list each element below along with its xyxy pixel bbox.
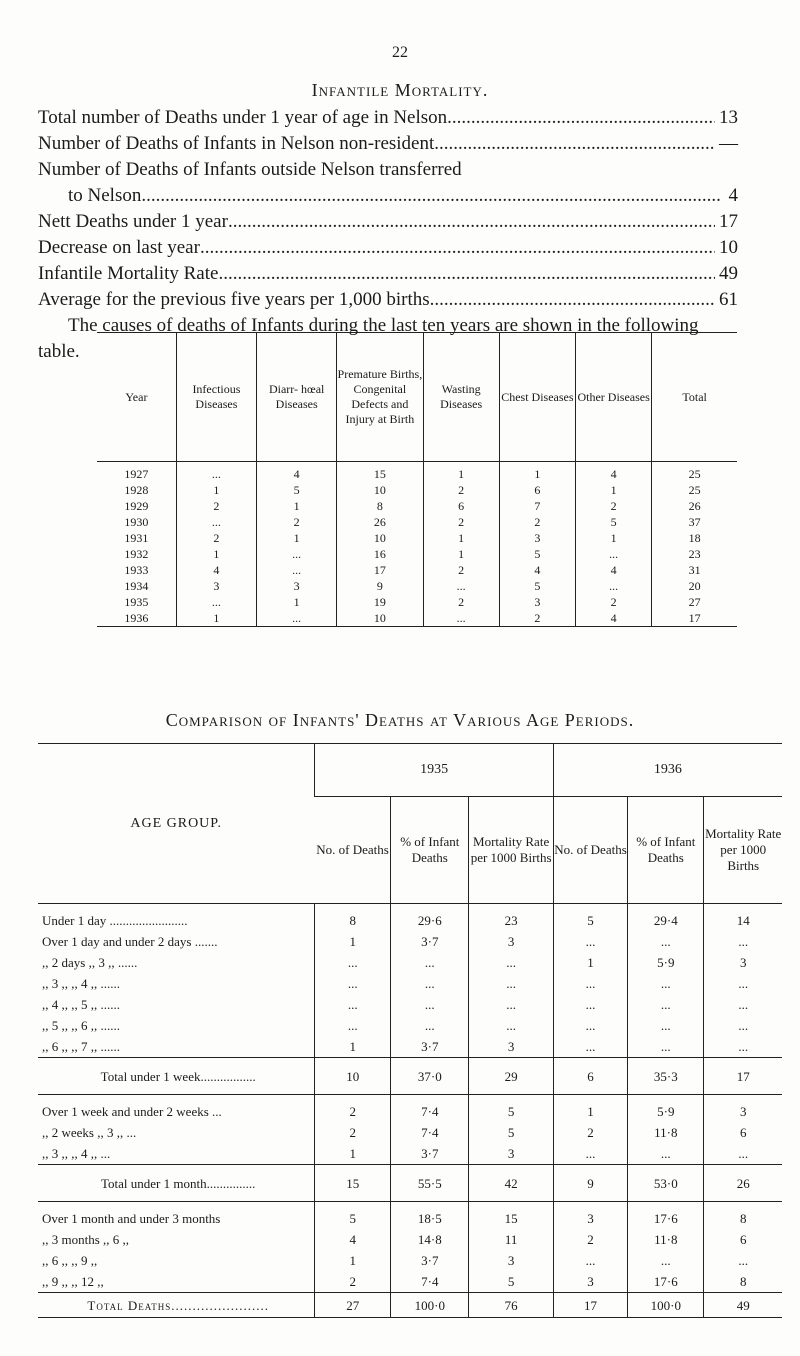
table-cell: ... (628, 931, 704, 952)
table-cell: 9 (337, 578, 423, 594)
table-cell: 5 (469, 1095, 553, 1123)
table-cell: 7·4 (391, 1271, 469, 1293)
table-row (38, 1250, 782, 1271)
stat-value: — (719, 133, 738, 154)
table-cell: 2 (553, 1122, 627, 1143)
age-group-label: ,, 3 ,, ,, 4 ,, ... (42, 1146, 111, 1161)
total-row (38, 1058, 782, 1095)
table-cell: ... (704, 1250, 782, 1271)
table-cell: 1930 (124, 515, 149, 529)
table-cell: 1 (553, 1095, 627, 1123)
table-cell: 15 (315, 1165, 391, 1202)
table-row (97, 594, 737, 610)
table-cell: 2 (499, 610, 575, 627)
table-cell: 31 (652, 562, 737, 578)
col-header: % of Infant Deaths (391, 797, 469, 904)
table-cell: 100·0 (391, 1293, 469, 1318)
table-cell: ... (315, 1015, 391, 1036)
age-group-label: ,, 2 weeks ,, 3 ,, ... (42, 1125, 137, 1140)
table-cell: ... (576, 546, 652, 562)
stat-label: Decrease on last year (38, 237, 200, 258)
stat-value: 13 (719, 107, 738, 128)
age-group-label: Total under 1 month............... (38, 1165, 315, 1202)
table-cell: ... (469, 952, 553, 973)
table-cell: 1 (257, 498, 337, 514)
table-cell: 7 (499, 498, 575, 514)
table-cell: ... (553, 931, 627, 952)
table-cell: 1929 (124, 499, 149, 513)
stat-row (38, 287, 738, 313)
col-header: Wasting Diseases (423, 333, 499, 462)
table-cell: 3 (499, 530, 575, 546)
table-row (97, 482, 737, 498)
table-cell: 7·4 (391, 1122, 469, 1143)
table-cell: 2 (423, 482, 499, 498)
table-cell: 18·5 (391, 1202, 469, 1230)
stat-row (38, 209, 738, 235)
table-cell: 37·0 (391, 1058, 469, 1095)
table-cell: 37 (652, 514, 737, 530)
table-cell: 2 (315, 1271, 391, 1293)
table-cell: 2 (423, 594, 499, 610)
table-cell: 1 (315, 1036, 391, 1058)
table-cell: ... (257, 562, 337, 578)
table-row (38, 931, 782, 952)
table-cell: 5 (499, 578, 575, 594)
table-cell: 3 (553, 1271, 627, 1293)
table-cell: 16 (337, 546, 423, 562)
age-group-label: Over 1 week and under 2 weeks ... (42, 1104, 222, 1119)
table-cell: 55·5 (391, 1165, 469, 1202)
table-cell: 3·7 (391, 1143, 469, 1165)
table-cell: ... (553, 1143, 627, 1165)
table-cell: 49 (704, 1293, 782, 1318)
table-cell: 3 (499, 594, 575, 610)
table-cell: 2 (499, 514, 575, 530)
table-cell: 3 (704, 952, 782, 973)
table-cell: ... (553, 1015, 627, 1036)
table-cell: 76 (469, 1293, 553, 1318)
stat-value: 17 (719, 211, 738, 232)
table-row (38, 1095, 782, 1123)
col-header: % of Infant Deaths (628, 797, 704, 904)
table-row (97, 578, 737, 594)
age-group-label: ,, 6 ,, ,, 7 ,, ...... (42, 1039, 120, 1054)
stat-label: Total number of Deaths under 1 year of age in Nelson (38, 107, 448, 128)
table-cell: ... (704, 1143, 782, 1165)
total-row (38, 1165, 782, 1202)
table-cell: 10 (337, 482, 423, 498)
table-cell: 53·0 (628, 1165, 704, 1202)
table-cell: 1 (576, 530, 652, 546)
stat-row (38, 183, 738, 209)
table-cell: 1 (176, 546, 256, 562)
table-cell: 2 (176, 498, 256, 514)
table-cell: 5 (315, 1202, 391, 1230)
table-cell: 1 (176, 610, 256, 627)
table-cell: 1927 (124, 467, 149, 481)
age-group-header: AGE GROUP. (38, 744, 315, 904)
table-cell: 7·4 (391, 1095, 469, 1123)
mortality-stats (38, 105, 738, 365)
table-cell: 1 (257, 530, 337, 546)
table-cell: 27 (315, 1293, 391, 1318)
table-cell: 2 (553, 1229, 627, 1250)
table-cell: 3 (553, 1202, 627, 1230)
table-row (38, 1015, 782, 1036)
table-cell: ... (628, 1250, 704, 1271)
table-cell: 1 (499, 462, 575, 483)
age-group-label: ,, 2 days ,, 3 ,, ...... (42, 955, 138, 970)
table-cell: 10 (315, 1058, 391, 1095)
year-header: 1936 (553, 744, 782, 797)
table-cell: 3 (704, 1095, 782, 1123)
table-cell: ... (391, 973, 469, 994)
table-cell: ... (423, 610, 499, 627)
table-cell: ... (704, 994, 782, 1015)
table-cell: 2 (576, 498, 652, 514)
table-cell: 100·0 (628, 1293, 704, 1318)
age-group-label: ,, 5 ,, ,, 6 ,, ...... (42, 1018, 120, 1033)
table-row (97, 514, 737, 530)
table-cell: 5 (469, 1122, 553, 1143)
table-cell: 2 (423, 562, 499, 578)
table-cell: 1 (315, 1143, 391, 1165)
table-cell: 35·3 (628, 1058, 704, 1095)
table-cell: 4 (576, 562, 652, 578)
age-group-label: Total Deaths....................... (38, 1293, 315, 1318)
table-cell: 3·7 (391, 1036, 469, 1058)
col-header: Diarr- hœal Diseases (257, 333, 337, 462)
table-cell: 3 (469, 1143, 553, 1165)
table-cell: ... (704, 1015, 782, 1036)
table-cell: 18 (652, 530, 737, 546)
table-row (38, 973, 782, 994)
age-group-label: ,, 9 ,, ,, 12 ,, (42, 1274, 104, 1289)
table-row (97, 462, 737, 483)
table-cell: 5·9 (628, 952, 704, 973)
table-row (38, 994, 782, 1015)
col-header: Total (652, 333, 737, 462)
table-row (97, 562, 737, 578)
table-cell: 1932 (124, 547, 149, 561)
stat-row (38, 105, 738, 131)
table-cell: ... (176, 514, 256, 530)
table-cell: ... (257, 610, 337, 627)
table-cell: 14 (704, 904, 782, 932)
table-cell: 5 (553, 904, 627, 932)
table-cell: 1933 (124, 563, 149, 577)
table-cell: 27 (652, 594, 737, 610)
table-cell: ... (628, 1143, 704, 1165)
table-cell: ... (704, 1036, 782, 1058)
table-cell: ... (553, 973, 627, 994)
stat-label: Number of Deaths of Infants outside Nelson transferred (38, 159, 462, 180)
table-cell: 9 (553, 1165, 627, 1202)
col-header: Year (97, 333, 176, 462)
total-row (38, 1293, 782, 1318)
table-cell: ... (315, 994, 391, 1015)
table-cell: ... (553, 1250, 627, 1271)
table-cell: 17 (553, 1293, 627, 1318)
table-cell: 25 (652, 462, 737, 483)
age-group-label: ,, 3 months ,, 6 ,, (42, 1232, 130, 1247)
table-cell: 5 (499, 546, 575, 562)
table-cell: 4 (257, 462, 337, 483)
table-cell: 1 (315, 931, 391, 952)
stat-value: 49 (719, 263, 738, 284)
table-cell: ... (628, 1015, 704, 1036)
table-cell: 1936 (97, 610, 176, 627)
table-cell: 6 (553, 1058, 627, 1095)
stat-value: 4 (728, 185, 738, 206)
col-header: Chest Diseases (499, 333, 575, 462)
table-cell: ... (469, 973, 553, 994)
table-cell: ... (391, 994, 469, 1015)
stat-row (38, 131, 738, 157)
table-cell: ... (315, 952, 391, 973)
table-cell: 1934 (124, 579, 149, 593)
table-cell: 3·7 (391, 1250, 469, 1271)
col-header: Other Diseases (576, 333, 652, 462)
table-cell: 17 (704, 1058, 782, 1095)
stat-row (38, 157, 738, 183)
table-cell: 17 (652, 610, 737, 627)
table-cell: 1928 (124, 483, 149, 497)
col-header: Mortality Rate per 1000 Births (704, 797, 782, 904)
table-cell: 6 (704, 1229, 782, 1250)
table-cell: 11 (469, 1229, 553, 1250)
table-cell: 10 (337, 530, 423, 546)
col-header: Infectious Diseases (176, 333, 256, 462)
table-cell: ... (423, 578, 499, 594)
table-cell: 2 (576, 594, 652, 610)
table-cell: 4 (576, 610, 652, 627)
table-row (38, 1143, 782, 1165)
table-cell: 15 (469, 1202, 553, 1230)
col-header: Mortality Rate per 1000 Births (469, 797, 553, 904)
col-header: No. of Deaths (553, 797, 627, 904)
table-cell: 26 (337, 514, 423, 530)
table-cell: 1 (315, 1250, 391, 1271)
table-cell: 6 (704, 1122, 782, 1143)
section-heading: Infantile Mortality. (311, 80, 489, 100)
table-cell: 26 (652, 498, 737, 514)
table-cell: ... (469, 994, 553, 1015)
table-cell: ... (391, 1015, 469, 1036)
table-cell: ... (257, 546, 337, 562)
table-cell: ... (176, 594, 256, 610)
table-cell: 23 (469, 904, 553, 932)
stat-label: Average for the previous five years per 1,000 births (38, 289, 430, 310)
table-cell: 8 (704, 1271, 782, 1293)
table-cell: 5 (576, 514, 652, 530)
table-cell: 19 (337, 594, 423, 610)
table-cell: ... (315, 973, 391, 994)
table-cell: ... (469, 1015, 553, 1036)
table-row (38, 1036, 782, 1058)
stat-label: Nett Deaths under 1 year (38, 211, 228, 232)
table-cell: 3 (257, 578, 337, 594)
stat-value: 10 (719, 237, 738, 258)
table-cell: 5·9 (628, 1095, 704, 1123)
age-group-label: Over 1 month and under 3 months (42, 1211, 221, 1226)
comparison-title: Comparison of Infants' Deaths at Various Age Periods. (165, 710, 635, 730)
col-header: Premature Births, Congenital Defects and Injury at Birth (337, 333, 423, 462)
stat-row (38, 235, 738, 261)
table-cell: 6 (499, 482, 575, 498)
table-cell: 1 (257, 594, 337, 610)
table-cell: 10 (337, 610, 423, 627)
table-row (38, 1229, 782, 1250)
table-cell: 14·8 (391, 1229, 469, 1250)
stat-label: Infantile Mortality Rate (38, 263, 219, 284)
table-cell: 3 (469, 931, 553, 952)
stat-value: 61 (719, 289, 738, 310)
table-cell: 2 (315, 1095, 391, 1123)
table-cell: 6 (423, 498, 499, 514)
table-cell: 1931 (124, 531, 149, 545)
age-group-label: Total under 1 week................. (38, 1058, 315, 1095)
table-cell: ... (391, 952, 469, 973)
table-cell: 4 (499, 562, 575, 578)
table-cell: 1 (576, 482, 652, 498)
table-cell: 17 (337, 562, 423, 578)
table-cell: 1 (423, 530, 499, 546)
table-cell: 8 (315, 904, 391, 932)
stat-label: Number of Deaths of Infants in Nelson non-resident (38, 133, 435, 154)
table-row (38, 1271, 782, 1293)
stat-row (38, 261, 738, 287)
col-header: No. of Deaths (315, 797, 391, 904)
table-cell: 2 (315, 1122, 391, 1143)
age-group-label: ,, 6 ,, ,, 9 ,, (42, 1253, 98, 1268)
table-cell: 11·8 (628, 1229, 704, 1250)
table-cell: 1 (423, 462, 499, 483)
table-row (97, 530, 737, 546)
table-cell: 3·7 (391, 931, 469, 952)
table-row (97, 546, 737, 562)
table-cell: 1 (423, 546, 499, 562)
age-group-label: Under 1 day ........................ (42, 913, 188, 928)
table-cell: 1935 (124, 595, 149, 609)
table-row (38, 904, 782, 932)
table-cell: 29·4 (628, 904, 704, 932)
table-cell: 3 (469, 1036, 553, 1058)
table-cell: 5 (469, 1271, 553, 1293)
table-cell: ... (628, 1036, 704, 1058)
age-group-label: Over 1 day and under 2 days ....... (42, 934, 218, 949)
table-cell: ... (628, 994, 704, 1015)
table-cell: 4 (176, 562, 256, 578)
intro-paragraph: The causes of deaths of Infants during the last ten years are shown in the following table. (38, 315, 699, 362)
table-cell: 23 (652, 546, 737, 562)
table-cell: 20 (652, 578, 737, 594)
table-cell: 8 (704, 1202, 782, 1230)
table-cell: 4 (576, 462, 652, 483)
table-cell: 29·6 (391, 904, 469, 932)
table-cell: 1 (176, 482, 256, 498)
table-cell: 25 (652, 482, 737, 498)
table-cell: ... (704, 973, 782, 994)
table-row (97, 610, 737, 627)
table-cell: 29 (469, 1058, 553, 1095)
table-cell: 1 (553, 952, 627, 973)
year-header: 1935 (315, 744, 553, 797)
table-cell: ... (176, 462, 256, 483)
age-period-table (38, 743, 782, 1318)
table-cell: 26 (704, 1165, 782, 1202)
age-group-label: ,, 3 ,, ,, 4 ,, ...... (42, 976, 120, 991)
table-cell: 3 (176, 578, 256, 594)
table-cell: 42 (469, 1165, 553, 1202)
stat-label: to Nelson (68, 185, 142, 206)
table-cell: ... (553, 1036, 627, 1058)
table-cell: ... (576, 578, 652, 594)
table-row (38, 952, 782, 973)
table-cell: 11·8 (628, 1122, 704, 1143)
table-row (38, 1122, 782, 1143)
table-cell: 5 (257, 482, 337, 498)
table-cell: 3 (469, 1250, 553, 1271)
age-group-label: ,, 4 ,, ,, 5 ,, ...... (42, 997, 120, 1012)
table-cell: 2 (423, 514, 499, 530)
page-number: 22 (392, 44, 408, 61)
table-cell: 4 (315, 1229, 391, 1250)
table-cell: 17·6 (628, 1202, 704, 1230)
causes-of-death-table (97, 332, 737, 627)
table-row (97, 498, 737, 514)
table-cell: ... (628, 973, 704, 994)
table-cell: 2 (176, 530, 256, 546)
table-row (38, 1202, 782, 1230)
table-cell: 17·6 (628, 1271, 704, 1293)
table-cell: ... (553, 994, 627, 1015)
table-cell: 8 (337, 498, 423, 514)
table-cell: ... (704, 931, 782, 952)
table-cell: 2 (257, 514, 337, 530)
table-cell: 15 (337, 462, 423, 483)
